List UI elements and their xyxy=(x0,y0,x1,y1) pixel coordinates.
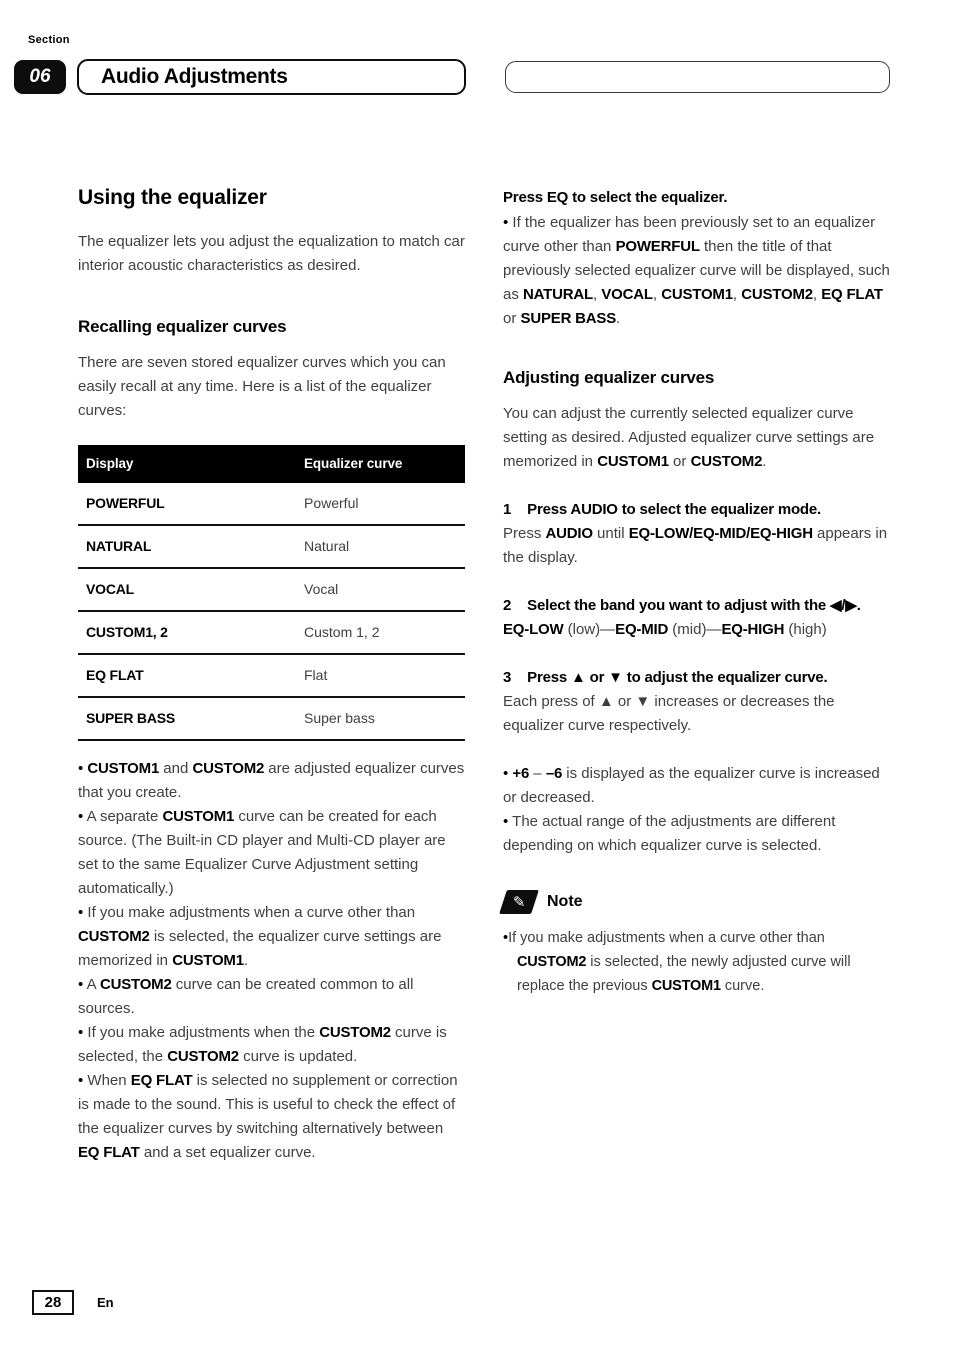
curve-cell: Super bass xyxy=(296,697,465,740)
curve-cell: Vocal xyxy=(296,568,465,611)
note-label: Note xyxy=(547,893,583,910)
bullet-item: • CUSTOM1 and CUSTOM2 are adjusted equalizer curves that you create. xyxy=(78,757,465,805)
bullet-item: • When EQ FLAT is selected no supplement or correction is made to the sound. This is useful to check the effect of the equalizer curves by switching alternatively between EQ FLAT and a set equalizer curve. xyxy=(78,1069,465,1165)
pencil-note-icon: ✎ xyxy=(499,890,539,914)
step-number: 2 xyxy=(503,597,512,614)
adjusting-paragraph: You can adjust the currently selected equalizer curve setting as desired. Adjusted equalizer curve settings are memorized in CUSTOM1 or CUSTOM2. xyxy=(503,405,875,470)
bullet-item: • A CUSTOM2 curve can be created common to all sources. xyxy=(78,973,465,1021)
header-outline-box xyxy=(505,61,890,93)
step-title xyxy=(503,498,890,522)
step-1 xyxy=(503,498,890,570)
language-label: En xyxy=(97,1295,114,1310)
curve-cell: Powerful xyxy=(296,483,465,525)
page-title: Audio Adjustments xyxy=(77,59,466,95)
heading-using-the-equalizer: Using the equalizer xyxy=(78,186,267,209)
intro-paragraph: The equalizer lets you adjust the equalization to match car interior acoustic characteristics as desired. xyxy=(78,233,465,274)
step-body: EQ-LOW (low)—EQ-MID (mid)—EQ-HIGH (high) xyxy=(503,621,827,638)
step-number: 1 xyxy=(503,501,512,518)
page-header xyxy=(14,59,466,95)
display-cell: VOCAL xyxy=(78,568,296,611)
table-row xyxy=(78,483,465,525)
table-row xyxy=(78,697,465,740)
heading-recalling-equalizer-curves: Recalling equalizer curves xyxy=(78,317,287,336)
note-header xyxy=(503,890,890,914)
note-bullet-list xyxy=(503,926,890,998)
table-header-curve: Equalizer curve xyxy=(296,445,465,483)
bullet-item: • The actual range of the adjustments are different depending on which equalizer curve is selected. xyxy=(503,810,890,858)
left-column xyxy=(78,186,465,1165)
step-title-text: Select the band you want to adjust with the ◀/▶. xyxy=(527,597,861,614)
curve-cell: Custom 1, 2 xyxy=(296,611,465,654)
step-title-text: Press ▲ or ▼ to adjust the equalizer curve. xyxy=(527,669,828,686)
bullet-item: • If you make adjustments when a curve other than CUSTOM2 is selected, the equalizer curve settings are memorized in CUSTOM1. xyxy=(78,901,465,973)
step-title xyxy=(503,666,890,690)
step-title xyxy=(503,594,890,618)
content-columns xyxy=(78,186,890,1165)
step-3 xyxy=(503,666,890,738)
page-number: 28 xyxy=(32,1290,74,1315)
step-2 xyxy=(503,594,890,642)
equalizer-curves-table xyxy=(78,445,465,741)
table-row xyxy=(78,611,465,654)
step-bullet-list xyxy=(503,762,890,858)
display-cell: EQ FLAT xyxy=(78,654,296,697)
step-body: Press AUDIO until EQ-LOW/EQ-MID/EQ-HIGH appears in the display. xyxy=(503,525,888,566)
display-cell: POWERFUL xyxy=(78,483,296,525)
heading-adjusting-equalizer-curves: Adjusting equalizer curves xyxy=(503,368,715,387)
table-row xyxy=(78,654,465,697)
display-cell: NATURAL xyxy=(78,525,296,568)
note-block xyxy=(503,890,890,998)
bullet-item: • A separate CUSTOM1 curve can be created for each source. (The Built-in CD player and Multi-CD player are set to the same Equalizer Curve Adjustment setting automatically.) xyxy=(78,805,465,901)
press-eq-bullet-list xyxy=(503,211,890,331)
display-cell: CUSTOM1, 2 xyxy=(78,611,296,654)
left-bullet-list xyxy=(78,757,465,1165)
table-header-row xyxy=(78,445,465,483)
section-label: Section xyxy=(28,34,70,46)
curve-cell: Flat xyxy=(296,654,465,697)
display-cell: SUPER BASS xyxy=(78,697,296,740)
bullet-item: • If you make adjustments when the CUSTOM2 curve is selected, the CUSTOM2 curve is updated. xyxy=(78,1021,465,1069)
table-row xyxy=(78,568,465,611)
bullet-item: • +6 – –6 is displayed as the equalizer curve is increased or decreased. xyxy=(503,762,890,810)
table-header-display: Display xyxy=(78,445,296,483)
table-row xyxy=(78,525,465,568)
section-number-badge: 06 xyxy=(14,60,66,94)
step-body: Each press of ▲ or ▼ increases or decreases the equalizer curve respectively. xyxy=(503,693,835,734)
right-column xyxy=(503,186,890,1165)
press-eq-heading: Press EQ to select the equalizer. xyxy=(503,189,728,206)
curve-cell: Natural xyxy=(296,525,465,568)
bullet-item: • If the equalizer has been previously set to an equalizer curve other than POWERFUL then the title of that previously selected equalizer curve will be displayed, such as NATURAL, VOCAL, CUSTOM1, CUSTOM2, EQ FLAT or SUPER BASS. xyxy=(503,211,890,331)
step-number: 3 xyxy=(503,669,512,686)
step-title-text: Press AUDIO to select the equalizer mode. xyxy=(527,501,821,518)
bullet-item: • If you make adjustments when a curve other than CUSTOM2 is selected, the newly adjusted curve will replace the previous CUSTOM1 curve. xyxy=(503,926,890,998)
recalling-paragraph: There are seven stored equalizer curves which you can easily recall at any time. Here is a list of the equalizer curves: xyxy=(78,354,446,419)
